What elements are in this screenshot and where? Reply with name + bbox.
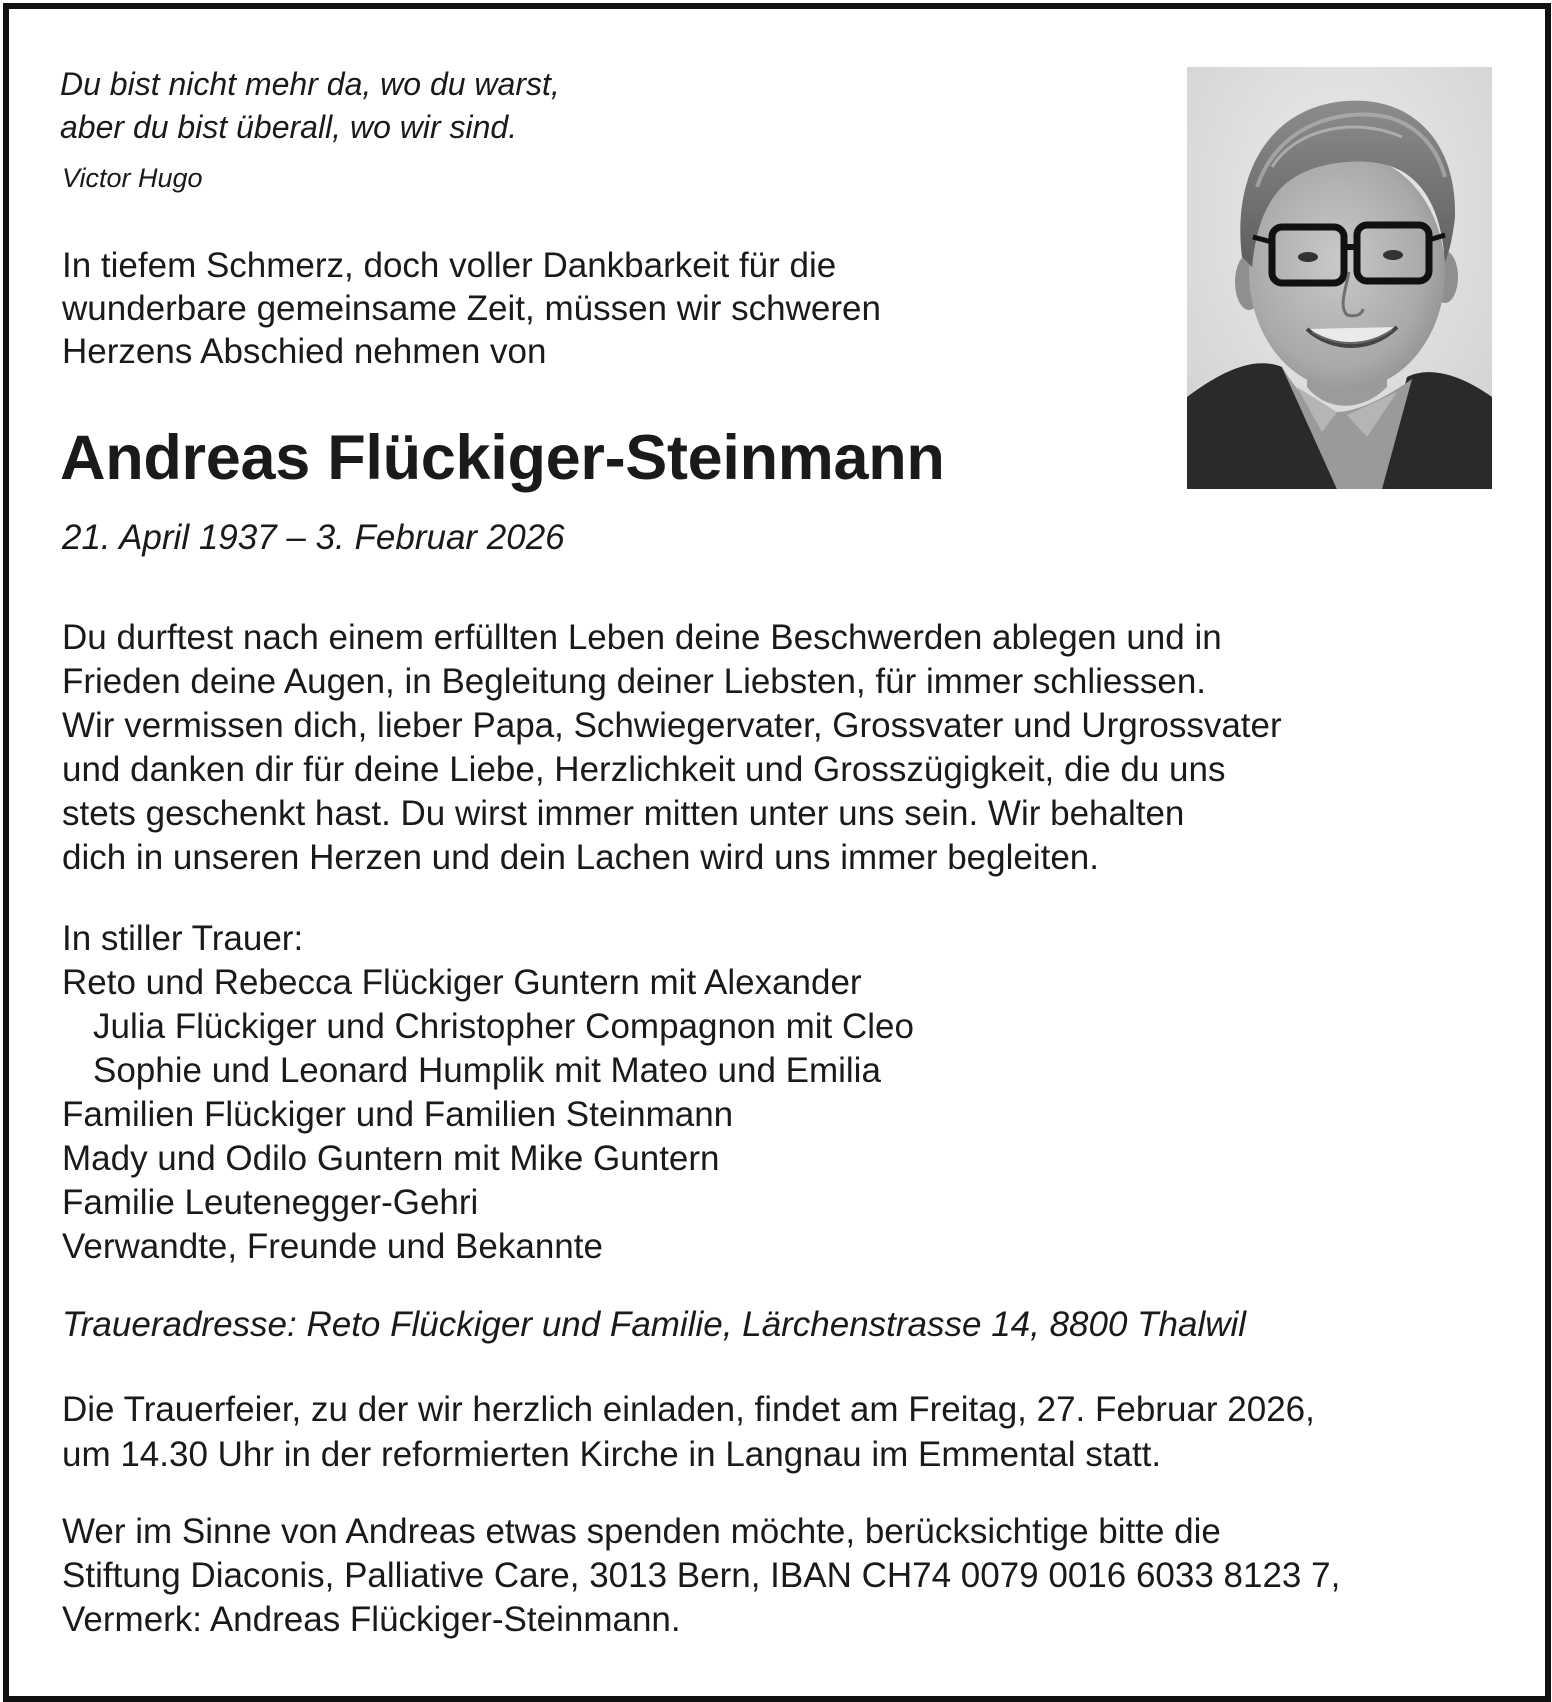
quote-author: Victor Hugo [62, 163, 203, 193]
deceased-name: Andreas Flückiger-Steinmann [60, 423, 945, 493]
life-dates: 21. April 1937 – 3. Februar 2026 [62, 518, 565, 557]
mourner-line: Julia Flückiger und Christopher Compagnon mit Cleo [93, 1007, 914, 1046]
message-line: Frieden deine Augen, in Begleitung deiner Liebsten, für immer schliessen. [62, 662, 1207, 701]
mourner-line: Sophie und Leonard Humplik mit Mateo und Emilia [93, 1051, 881, 1090]
mourner-line: Familie Leutenegger-Gehri [62, 1183, 479, 1222]
ceremony-details [62, 1387, 1315, 1477]
quote-line-2: aber du bist überall, wo wir sind. [60, 109, 518, 145]
mourning-address: Traueradresse: Reto Flückiger und Familie, Lärchenstrasse 14, 8800 Thalwil [62, 1305, 1247, 1344]
donation-line: Stiftung Diaconis, Palliative Care, 3013 Bern, IBAN CH74 0079 0016 6033 8123 7, [62, 1556, 1341, 1595]
ceremony-line: Die Trauerfeier, zu der wir herzlich einladen, findet am Freitag, 27. Februar 2026, [62, 1390, 1315, 1429]
farewell-message [62, 616, 1282, 880]
portrait-illustration [1187, 67, 1492, 489]
message-line: Du durftest nach einem erfüllten Leben deine Beschwerden ablegen und in [62, 618, 1222, 657]
portrait-photo [1187, 67, 1492, 489]
mourners-heading: In stiller Trauer: [62, 919, 304, 958]
donation-info [62, 1510, 1340, 1642]
quote-line-1: Du bist nicht mehr da, wo du warst, [60, 66, 560, 102]
intro-line: In tiefem Schmerz, doch voller Dankbarkeit für die [62, 246, 837, 285]
intro-line: wunderbare gemeinsame Zeit, müssen wir schweren [62, 289, 881, 328]
mourner-line: Mady und Odilo Guntern mit Mike Guntern [62, 1139, 720, 1178]
donation-line: Wer im Sinne von Andreas etwas spenden möchte, berücksichtige bitte die [62, 1512, 1221, 1551]
message-line: Wir vermissen dich, lieber Papa, Schwiegervater, Grossvater und Urgrossvater [62, 706, 1282, 745]
mourner-line: Reto und Rebecca Flückiger Guntern mit Alexander [62, 963, 862, 1002]
mourner-line: Verwandte, Freunde und Bekannte [62, 1227, 603, 1266]
donation-line: Vermerk: Andreas Flückiger-Steinmann. [62, 1600, 681, 1639]
ceremony-line: um 14.30 Uhr in der reformierten Kirche in Langnau im Emmental statt. [62, 1435, 1162, 1474]
intro-text [62, 244, 881, 373]
message-line: stets geschenkt hast. Du wirst immer mitten unter uns sein. Wir behalten [62, 794, 1185, 833]
intro-line: Herzens Abschied nehmen von [62, 332, 547, 371]
mourners-list [62, 917, 914, 1269]
message-line: und danken dir für deine Liebe, Herzlichkeit und Grosszügigkeit, die du uns [62, 750, 1226, 789]
message-line: dich in unseren Herzen und dein Lachen wird uns immer begleiten. [62, 838, 1099, 877]
mourner-line: Familien Flückiger und Familien Steinmann [62, 1095, 734, 1134]
